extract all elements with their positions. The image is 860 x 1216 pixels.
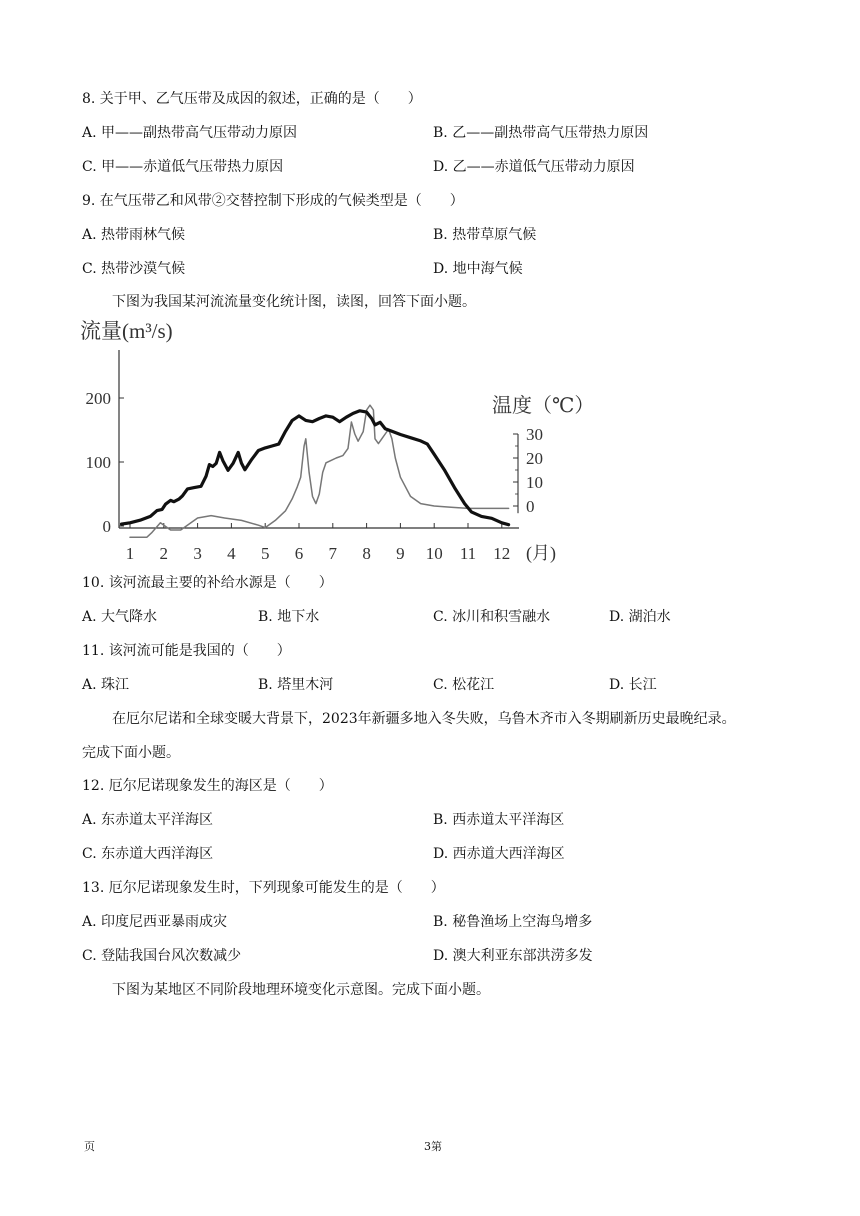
q12-option-b[interactable]: B. 西赤道太平洋海区 (433, 812, 565, 828)
q11-option-d[interactable]: D. 长江 (609, 677, 657, 693)
x-tick-label: 7 (328, 544, 338, 563)
q8-option-c[interactable]: C. 甲——赤道低气压带热力原因 (82, 159, 284, 175)
q12-option-a[interactable]: A. 东赤道太平洋海区 (82, 812, 214, 828)
y-right-tick-label: 10 (526, 473, 543, 492)
q9-option-d[interactable]: D. 地中海气候 (433, 261, 523, 277)
q8-option-a[interactable]: A. 甲——副热带高气压带动力原因 (82, 125, 298, 141)
q12-option-d[interactable]: D. 西赤道大西洋海区 (433, 846, 565, 862)
q13-stem: 13. 厄尔尼诺现象发生时，下列现象可能发生的是（ ） (82, 880, 445, 896)
x-axis-unit-label: (月) (526, 543, 556, 563)
q13-option-c[interactable]: C. 登陆我国台风次数减少 (82, 948, 242, 964)
q8-stem: 8. 关于甲、乙气压带及成因的叙述，正确的是（ ） (82, 91, 422, 107)
river-discharge-chart (74, 308, 594, 568)
q10-option-b[interactable]: B. 地下水 (258, 609, 320, 625)
q9-option-b[interactable]: B. 热带草原气候 (433, 227, 537, 243)
x-tick-label: 3 (193, 544, 202, 563)
q10-option-c[interactable]: C. 冰川和积雪融水 (433, 609, 551, 625)
x-tick-label: 9 (396, 544, 405, 563)
y-right-tick-label: 20 (526, 449, 543, 468)
chart-series (122, 405, 509, 537)
y-right-tick-label: 30 (526, 425, 543, 444)
x-tick-label: 1 (125, 544, 135, 563)
intro-river-chart: 下图为我国某河流流量变化统计图，读图，回答下面小题。 (112, 294, 476, 310)
x-tick-label: 8 (362, 544, 371, 563)
y-left-axis-title: 流量(m³/s) (80, 319, 173, 343)
footer-page-number: 3第 (424, 1140, 442, 1153)
q12-stem: 12. 厄尔尼诺现象发生的海区是（ ） (82, 778, 333, 794)
chart-axes (119, 350, 519, 528)
q10-stem: 10. 该河流最主要的补给水源是（ ） (82, 575, 333, 591)
intro-el-nino-line2: 完成下面小题。 (82, 745, 180, 761)
x-tick-label: 4 (227, 544, 236, 563)
x-tick-label: 2 (159, 544, 169, 563)
q13-option-d[interactable]: D. 澳大利亚东部洪涝多发 (433, 948, 593, 964)
x-tick-label: 12 (493, 544, 511, 563)
footer-page-left: 页 (84, 1140, 95, 1153)
q10-option-d[interactable]: D. 湖泊水 (609, 609, 671, 625)
q13-option-a[interactable]: A. 印度尼西亚暴雨成灾 (82, 914, 228, 930)
q11-option-b[interactable]: B. 塔里木河 (258, 677, 334, 693)
q8-option-b[interactable]: B. 乙——副热带高气压带热力原因 (433, 125, 649, 141)
q11-option-c[interactable]: C. 松花江 (433, 677, 495, 693)
q10-option-a[interactable]: A. 大气降水 (82, 609, 158, 625)
q12-option-c[interactable]: C. 东赤道大西洋海区 (82, 846, 214, 862)
y-left-tick-label: 100 (85, 453, 111, 472)
intro-el-nino-line1: 在厄尔尼诺和全球变暖大背景下，2023年新疆多地入冬失败，乌鲁木齐市入冬期刷新历史最晚纪录。 (112, 711, 736, 727)
q8-option-d[interactable]: D. 乙——赤道低气压带动力原因 (433, 159, 635, 175)
y-right-axis-title: 温度（℃） (492, 395, 594, 417)
y-left-tick-label: 200 (85, 389, 111, 408)
intro-environment-diagram: 下图为某地区不同阶段地理环境变化示意图。完成下面小题。 (112, 982, 490, 998)
x-tick-label: 5 (260, 544, 270, 563)
x-tick-label: 10 (425, 544, 443, 563)
x-tick-label: 6 (294, 544, 304, 563)
x-tick-label: 11 (459, 544, 477, 563)
q9-stem: 9. 在气压带乙和风带②交替控制下形成的气候类型是（ ） (82, 193, 464, 209)
q9-option-c[interactable]: C. 热带沙漠气候 (82, 261, 186, 277)
y-right-tick-label: 0 (526, 497, 535, 516)
y-left-tick-label: 0 (102, 517, 111, 536)
q9-option-a[interactable]: A. 热带雨林气候 (82, 227, 186, 243)
q13-option-b[interactable]: B. 秘鲁渔场上空海鸟增多 (433, 914, 593, 930)
q11-option-a[interactable]: A. 珠江 (82, 677, 130, 693)
temperature-series-line (130, 405, 509, 537)
q11-stem: 11. 该河流可能是我国的（ ） (82, 643, 291, 659)
